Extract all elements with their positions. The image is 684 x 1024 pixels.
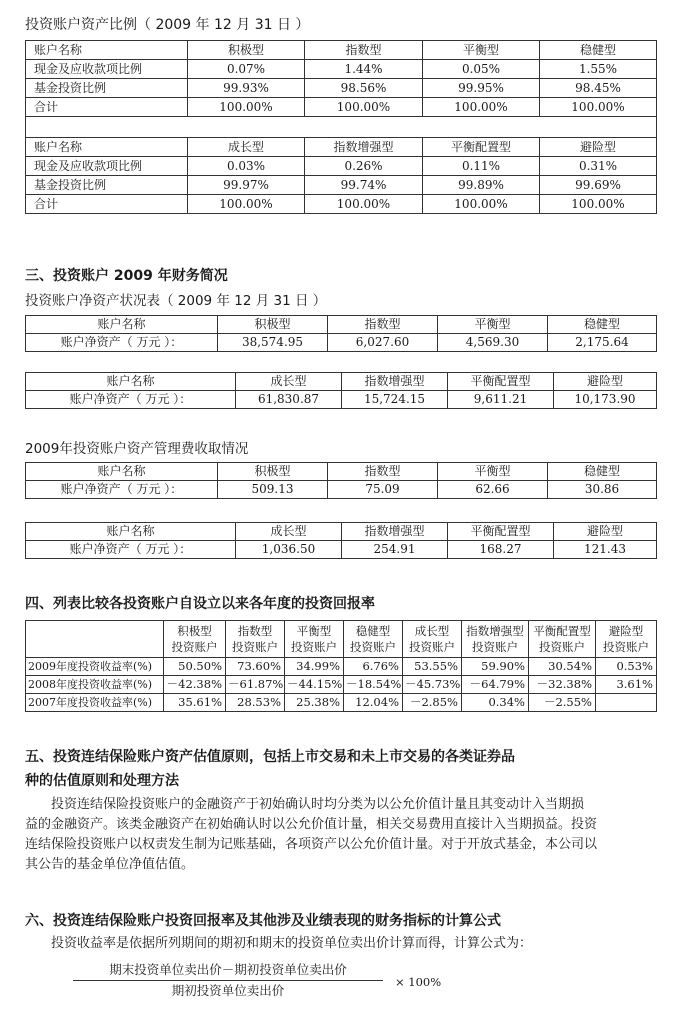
table-row [26, 195, 657, 214]
cell: －61.87% [226, 676, 285, 694]
cell: 38,574.95 [218, 334, 328, 352]
header-cell: 指数型 [328, 316, 438, 334]
table-row [26, 157, 657, 176]
cell: 59.90% [462, 658, 529, 676]
header-cell: 避险型 [554, 523, 657, 541]
formula-numerator: 期末投资单位卖出价－期初投资单位卖出价 [109, 962, 347, 977]
table-row [26, 79, 657, 98]
cell: 0.07% [188, 60, 305, 79]
header-cell: 指数型 [328, 463, 438, 481]
header-line: 平衡配置型 [533, 624, 591, 638]
cell: 100.00% [423, 195, 540, 214]
header-cell: 成长型 [188, 138, 305, 157]
header-cell: 积极型 [188, 41, 305, 60]
cell: 0.05% [423, 60, 540, 79]
cell: 99.74% [305, 176, 423, 195]
cell: 12.04% [344, 694, 403, 712]
sec3-heading: 三、投资账户 2009 年财务简况 [25, 268, 228, 284]
cell: 35.61% [164, 694, 226, 712]
table-row [26, 176, 657, 195]
table-row [26, 676, 657, 694]
header-cell: 积极型 [218, 463, 328, 481]
header-cell: 避险型 [540, 138, 657, 157]
cell: 30.54% [529, 658, 596, 676]
cell [596, 694, 657, 712]
header-line: 积极型 [177, 624, 212, 638]
header-line: 避险型 [608, 624, 644, 638]
row-label: 账户净资产（ 万元 ）： [26, 541, 236, 559]
cell: 100.00% [188, 98, 305, 117]
return-table [25, 620, 657, 712]
cell: －44.15% [285, 676, 344, 694]
table-row [26, 523, 657, 541]
table-row [26, 316, 657, 334]
header-cell: 积极型 [218, 316, 328, 334]
nav-title: 投资账户净资产状况表（ 2009 年 12 月 31 日 ） [25, 293, 327, 309]
cell: 121.43 [554, 541, 657, 559]
formula [73, 961, 383, 1000]
row-label: 2007年度投资收益率(%) [26, 694, 164, 712]
table-row [26, 391, 657, 409]
cell: 100.00% [540, 195, 657, 214]
cell: 6,027.60 [328, 334, 438, 352]
table-row [26, 334, 657, 352]
cell: 2,175.64 [548, 334, 657, 352]
row-label: 现金及应收款项比例 [26, 157, 188, 176]
cell: 62.66 [438, 481, 548, 499]
cell: 1,036.50 [236, 541, 342, 559]
header-cell: 账户名称 [26, 463, 218, 481]
cell: 99.95% [423, 79, 540, 98]
header-cell [403, 621, 462, 658]
cell: 50.50% [164, 658, 226, 676]
cell: 0.34% [462, 694, 529, 712]
row-label: 账户净资产（ 万元 ）： [26, 391, 236, 409]
row-label: 基金投资比例 [26, 79, 188, 98]
cell: 254.91 [342, 541, 448, 559]
cell: 0.26% [305, 157, 423, 176]
header-cell: 平衡型 [423, 41, 540, 60]
table-row [26, 694, 657, 712]
cell: 168.27 [448, 541, 554, 559]
header-cell [226, 621, 285, 658]
sec5-heading-line2: 种的估值原则和处理方法 [25, 773, 179, 789]
header-cell: 指数增强型 [305, 138, 423, 157]
table-row [26, 60, 657, 79]
cell: 15,724.15 [342, 391, 448, 409]
header-line: 指数增强型 [466, 624, 524, 638]
header-cell: 平衡型 [438, 316, 548, 334]
cell: 100.00% [188, 195, 305, 214]
sec5-para-line1: 投资连结保险投资账户的金融资产于初始确认时均分类为以公允价值计量且其变动计入当期损 [51, 797, 585, 812]
cell: 30.86 [548, 481, 657, 499]
row-label: 2009年度投资收益率(%) [26, 658, 164, 676]
cell: 4,569.30 [438, 334, 548, 352]
corner-cell [26, 621, 164, 658]
cell: 25.38% [285, 694, 344, 712]
cell: －45.73% [403, 676, 462, 694]
header-cell: 稳健型 [548, 316, 657, 334]
cell: 1.55% [540, 60, 657, 79]
header-line: 投资账户 [350, 640, 396, 654]
cell: 3.61% [596, 676, 657, 694]
header-line: 投资账户 [232, 640, 278, 654]
header-cell: 平衡配置型 [423, 138, 540, 157]
cell: 28.53% [226, 694, 285, 712]
header-cell [285, 621, 344, 658]
cell: 6.76% [344, 658, 403, 676]
cell: 9,611.21 [448, 391, 554, 409]
table-row [26, 98, 657, 117]
cell: 99.89% [423, 176, 540, 195]
header-cell: 成长型 [236, 523, 342, 541]
table-row [26, 621, 657, 658]
header-cell [164, 621, 226, 658]
header-cell: 账户名称 [26, 523, 236, 541]
cell: 61,830.87 [236, 391, 342, 409]
header-cell [344, 621, 403, 658]
cell: 75.09 [328, 481, 438, 499]
cell: 99.97% [188, 176, 305, 195]
cell: 100.00% [305, 98, 423, 117]
header-line: 稳健型 [355, 624, 391, 638]
row-label: 基金投资比例 [26, 176, 188, 195]
header-cell: 成长型 [236, 373, 342, 391]
cell: 100.00% [540, 98, 657, 117]
sec6-para: 投资收益率是依据所列期间的期初和期末的投资单位卖出价计算而得，计算公式为： [51, 936, 533, 951]
fraction-bar [73, 980, 383, 981]
row-label: 合计 [26, 98, 188, 117]
cell: 0.11% [423, 157, 540, 176]
cell: 73.60% [226, 658, 285, 676]
cell: 509.13 [218, 481, 328, 499]
cell: 100.00% [305, 195, 423, 214]
header-cell [529, 621, 596, 658]
cell: 0.31% [540, 157, 657, 176]
cell: 34.99% [285, 658, 344, 676]
cell: 1.44% [305, 60, 423, 79]
nav-table-a [25, 315, 657, 352]
sec6-heading: 六、投资连结保险账户投资回报率及其他涉及业绩表现的财务指标的计算公式 [25, 913, 501, 929]
sec4-heading: 四、列表比较各投资账户自设立以来各年度的投资回报率 [25, 596, 375, 612]
header-cell: 指数增强型 [342, 373, 448, 391]
header-line: 平衡型 [296, 624, 332, 638]
cell: －32.38% [529, 676, 596, 694]
table-row [26, 117, 657, 138]
header-cell: 指数型 [305, 41, 423, 60]
cell: 100.00% [423, 98, 540, 117]
header-cell: 稳健型 [540, 41, 657, 60]
header-cell: 平衡配置型 [448, 523, 554, 541]
header-cell: 账户名称 [26, 138, 188, 157]
cell: －2.55% [529, 694, 596, 712]
row-label: 现金及应收款项比例 [26, 60, 188, 79]
header-cell [596, 621, 657, 658]
header-cell: 账户名称 [26, 316, 218, 334]
header-cell: 稳健型 [548, 463, 657, 481]
row-label: 账户净资产（ 万元 ）： [26, 481, 218, 499]
cell: －42.38% [164, 676, 226, 694]
cell: 0.53% [596, 658, 657, 676]
table-row [26, 41, 657, 60]
cell: 99.93% [188, 79, 305, 98]
header-cell: 账户名称 [26, 41, 188, 60]
alloc-table-a [25, 40, 657, 214]
header-cell: 平衡配置型 [448, 373, 554, 391]
row-label: 2008年度投资收益率(%) [26, 676, 164, 694]
cell: 99.69% [540, 176, 657, 195]
row-label: 合计 [26, 195, 188, 214]
header-line: 成长型 [414, 624, 450, 638]
header-cell: 账户名称 [26, 373, 236, 391]
header-line: 投资账户 [539, 640, 585, 654]
cell: －18.54% [344, 676, 403, 694]
header-line: 投资账户 [291, 640, 337, 654]
fee-table-a [25, 462, 657, 499]
header-cell: 避险型 [554, 373, 657, 391]
sec5-para-line4: 其公告的基金单位净值估值。 [25, 857, 195, 872]
table-row [26, 373, 657, 391]
header-line: 投资账户 [171, 640, 218, 654]
row-label: 账户净资产（ 万元 ）： [26, 334, 218, 352]
header-line: 投资账户 [472, 640, 518, 654]
table-row [26, 541, 657, 559]
spacer-row [26, 117, 657, 138]
table-row [26, 658, 657, 676]
formula-denominator: 期初投资单位卖出价 [171, 983, 285, 998]
cell: 53.55% [403, 658, 462, 676]
cell: 10,173.90 [554, 391, 657, 409]
header-line: 指数型 [237, 624, 273, 638]
fee-title: 2009年投资账户资产管理费收取情况 [25, 441, 249, 457]
sec5-heading-line1: 五、投资连结保险账户资产估值原则，包括上市交易和未上市交易的各类证券品 [25, 749, 515, 765]
cell: 98.56% [305, 79, 423, 98]
cell: －64.79% [462, 676, 529, 694]
header-line: 投资账户 [409, 640, 455, 654]
header-cell [462, 621, 529, 658]
cell: 98.45% [540, 79, 657, 98]
alloc-title: 投资账户资产比例（ 2009 年 12 月 31 日 ） [25, 17, 310, 33]
header-cell: 平衡型 [438, 463, 548, 481]
nav-table-b [25, 372, 657, 409]
cell: 0.03% [188, 157, 305, 176]
fee-table-b [25, 522, 657, 559]
table-row [26, 463, 657, 481]
table-row [26, 481, 657, 499]
sec5-para-line2: 益的金融资产。该类金融资产在初始确认时以公允价值计量，相关交易费用直接计入当期损益。投资 [25, 817, 598, 832]
header-cell: 指数增强型 [342, 523, 448, 541]
table-row [26, 138, 657, 157]
formula-multiplier: × 100% [395, 975, 442, 989]
cell: －2.85% [403, 694, 462, 712]
sec5-para-line3: 连结保险投资账户以权责发生制为记账基础，各项资产以公允价值计量。对于开放式基金，本公司以 [25, 837, 598, 852]
header-line: 投资账户 [603, 640, 649, 654]
